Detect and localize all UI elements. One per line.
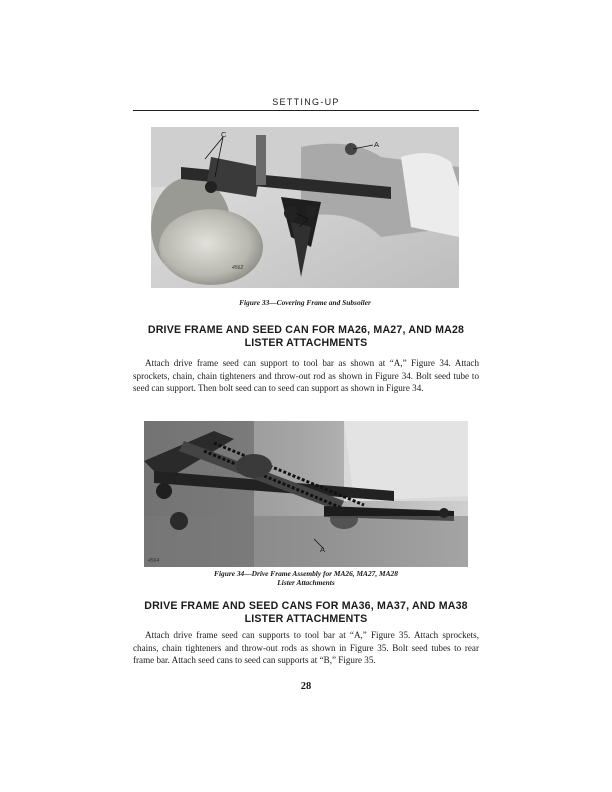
section-2-body-text: Attach drive frame seed can supports to tool bar at “A,” Figure 35. Attach sprockets, chains, chain tighteners and throw-out rods as shown in Figure 35. Bolt seed tubes to rear frame bar. Attach seed cans to seed can supports at “B,” Figure 35. (133, 630, 479, 666)
figure-33-caption: Figure 33—Covering Frame and Subsoiler (239, 298, 371, 307)
figure-33-callout-b: B (309, 216, 315, 225)
section-2-heading-line-1: DRIVE FRAME AND SEED CANS FOR MA36, MA37, AND MA38 (144, 600, 468, 612)
page-number: 28 (300, 681, 312, 692)
running-header: SETTING-UP (272, 97, 340, 107)
figure-34-caption-line-1: Figure 34—Drive Frame Assembly for MA26, MA27, MA28 (214, 569, 398, 578)
header-rule (133, 110, 479, 111)
figure-34-photo-number: 4564 (148, 558, 160, 564)
figure-34-photo (144, 421, 468, 567)
figure-34-callout-a: A (320, 545, 326, 554)
section-1-body (133, 357, 479, 395)
figure-33-callout-c: C (221, 130, 227, 139)
figure-34-caption-line-2: Lister Attachments (277, 578, 335, 587)
section-2-body (133, 629, 479, 667)
section-1-heading-line-1: DRIVE FRAME AND SEED CAN FOR MA26, MA27, AND MA28 (147, 324, 465, 336)
section-1-heading-line-2: LISTER ATTACHMENTS (244, 337, 368, 349)
section-2-heading-line-2: LISTER ATTACHMENTS (244, 613, 368, 625)
figure-33-photo-number: 4562 (232, 265, 244, 271)
figure-33-callout-a: A (374, 140, 380, 149)
figure-33-photo (151, 127, 459, 288)
section-1-body-text: Attach drive frame seed can support to tool bar as shown at “A,” Figure 34. Attach sprockets, chain, chain tighteners and throw-out rod as shown in Figure 34. Bolt seed tube to seed can support. Then bolt seed can to seed can support as shown in Figure 34. (133, 358, 479, 394)
